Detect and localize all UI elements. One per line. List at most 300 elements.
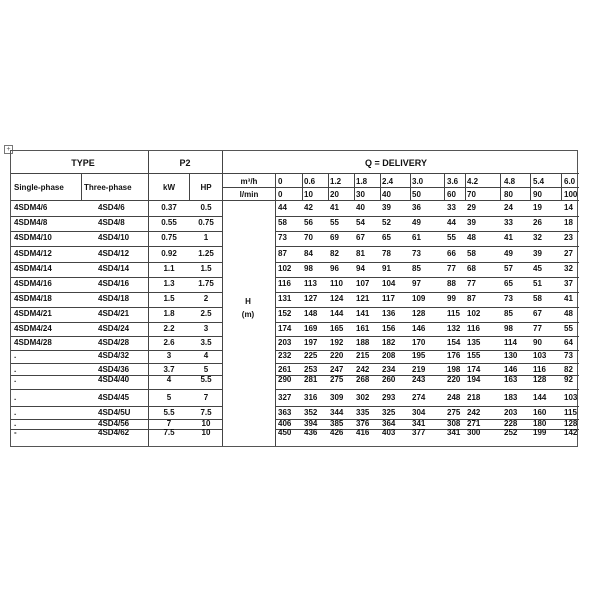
head-value: 102 (467, 309, 481, 318)
three-phase-header: Three-phase (84, 183, 132, 192)
head-value: 116 (467, 324, 480, 333)
kw-value: 0.75 (161, 233, 177, 242)
three-phase-model: 4SD4/5U (98, 408, 131, 417)
flow-m3h-value: 3.6 (447, 177, 459, 186)
head-value: 293 (382, 393, 396, 402)
head-value: 165 (330, 324, 344, 333)
single-phase-model: 4SDM4/12 (14, 249, 52, 258)
head-value: 110 (330, 279, 343, 288)
single-phase-model: . (14, 365, 17, 374)
head-value: 61 (412, 233, 421, 242)
hp-value: 0.75 (198, 218, 214, 227)
flow-column-divider (380, 173, 381, 200)
head-value: 242 (467, 408, 481, 417)
row-divider (275, 322, 579, 323)
row-divider (275, 307, 579, 308)
head-value: 183 (504, 393, 518, 402)
head-value: 113 (304, 279, 317, 288)
head-value: 195 (412, 351, 426, 360)
kw-header: kW (163, 183, 175, 192)
three-phase-model: 4SD4/12 (98, 249, 130, 258)
hp-value: 3.5 (200, 338, 212, 347)
flow-lmin-value: 0 (278, 190, 283, 199)
three-phase-model: 4SD4/6 (98, 203, 125, 212)
kw-hp-separator (189, 173, 190, 200)
head-value: 243 (412, 375, 426, 384)
hp-value: 10 (201, 419, 211, 428)
head-label: H (245, 297, 251, 306)
hp-value: 2 (203, 294, 209, 303)
head-value: 49 (412, 218, 421, 227)
head-value: 160 (533, 408, 547, 417)
phase-separator (81, 173, 82, 200)
header-divider (11, 173, 579, 174)
single-phase-model: . (14, 408, 17, 417)
head-value: 199 (533, 428, 547, 437)
row-divider (11, 336, 222, 337)
three-phase-model: 4SD4/32 (98, 351, 130, 360)
head-value: 385 (330, 419, 344, 428)
head-value: 65 (504, 279, 513, 288)
flow-m3h-value: 3.0 (412, 177, 424, 186)
head-value: 302 (356, 393, 370, 402)
head-value: 341 (447, 428, 461, 437)
head-value: 182 (382, 338, 396, 347)
head-value: 82 (564, 365, 573, 374)
head-value: 81 (356, 249, 365, 258)
kw-value: 5.5 (163, 408, 175, 417)
head-value: 197 (304, 338, 318, 347)
head-value: 416 (356, 428, 370, 437)
head-value: 252 (504, 428, 518, 437)
flow-lmin-value: 70 (467, 190, 476, 199)
kw-value: 1.8 (163, 309, 175, 318)
flow-m3h-value: 1.8 (356, 177, 368, 186)
head-value: 39 (382, 203, 391, 212)
hp-value: 1.75 (198, 279, 214, 288)
three-phase-model: 4SD4/24 (98, 324, 130, 333)
head-value: 136 (382, 309, 396, 318)
kw-value: 1.1 (163, 264, 175, 273)
head-value: 327 (278, 393, 292, 402)
flow-lmin-value: 30 (356, 190, 365, 199)
head-value: 114 (504, 338, 517, 347)
row-divider (275, 363, 579, 364)
head-value: 169 (304, 324, 318, 333)
head-value: 131 (278, 294, 292, 303)
kw-value: 4 (166, 375, 172, 384)
head-value: 99 (447, 294, 456, 303)
delivery-header: Q = DELIVERY (365, 158, 427, 168)
head-value: 73 (564, 351, 573, 360)
hp-value: 1.25 (198, 249, 214, 258)
head-value: 225 (304, 351, 318, 360)
row-divider (11, 262, 222, 263)
head-value: 24 (504, 203, 513, 212)
head-value: 128 (533, 375, 547, 384)
head-value: 335 (356, 408, 370, 417)
head-value: 87 (278, 249, 287, 258)
row-divider (275, 336, 579, 337)
head-value: 268 (356, 375, 370, 384)
head-value: 247 (330, 365, 344, 374)
head-value: 352 (304, 408, 318, 417)
head-value: 341 (412, 419, 426, 428)
head-value: 94 (356, 264, 365, 273)
flow-m3h-value: 5.4 (533, 177, 545, 186)
head-value: 135 (467, 338, 481, 347)
head-value: 39 (533, 249, 542, 258)
kw-value: 5 (166, 393, 172, 402)
head-value: 18 (564, 218, 573, 227)
flow-lmin-value: 100 (564, 190, 578, 199)
head-value: 97 (412, 279, 421, 288)
kw-value: 2.2 (163, 324, 175, 333)
single-phase-model: 4SDM4/6 (14, 203, 48, 212)
head-value: 58 (278, 218, 287, 227)
head-value: 218 (467, 393, 481, 402)
row-divider (11, 363, 222, 364)
three-phase-model: 4SD4/21 (98, 309, 130, 318)
single-phase-model: . (14, 375, 17, 384)
head-value: 70 (304, 233, 313, 242)
head-value: 275 (330, 375, 344, 384)
hp-value: 7.5 (200, 408, 212, 417)
kw-value: 0.37 (161, 203, 177, 212)
head-value: 104 (382, 279, 396, 288)
head-value: 152 (278, 309, 292, 318)
flow-unit-m3h: m³/h (240, 177, 258, 186)
flow-lmin-value: 50 (412, 190, 421, 199)
head-value: 32 (533, 233, 542, 242)
head-value: 154 (447, 338, 461, 347)
flow-lmin-value: 90 (533, 190, 542, 199)
row-divider (275, 231, 579, 232)
head-value: 98 (304, 264, 313, 273)
single-phase-model: . (14, 393, 17, 402)
three-phase-model: 4SD4/36 (98, 365, 130, 374)
flow-m3h-value: 4.8 (504, 177, 516, 186)
hp-value: 3 (203, 324, 209, 333)
head-value: 56 (304, 218, 313, 227)
head-value: 132 (447, 324, 461, 333)
head-value: 14 (564, 203, 573, 212)
hp-value: 5 (203, 365, 209, 374)
head-value: 309 (330, 393, 344, 402)
head-value: 271 (467, 419, 481, 428)
head-value: 55 (330, 218, 339, 227)
single-phase-model: - (14, 428, 17, 437)
head-value: 300 (467, 428, 481, 437)
head-value: 103 (533, 351, 547, 360)
kw-value: 0.92 (161, 249, 177, 258)
hp-value: 4 (203, 351, 209, 360)
flow-column-divider (328, 173, 329, 200)
row-divider (11, 389, 222, 390)
head-value: 78 (382, 249, 391, 258)
row-divider (11, 246, 222, 247)
row-divider (275, 406, 579, 407)
head-value: 29 (467, 203, 476, 212)
head-value: 91 (382, 264, 391, 273)
head-value: 66 (447, 249, 456, 258)
head-value: 77 (467, 279, 476, 288)
head-value: 64 (564, 338, 573, 347)
head-value: 51 (533, 279, 542, 288)
single-phase-model: 4SDM4/21 (14, 309, 52, 318)
three-phase-model: 4SD4/8 (98, 218, 125, 227)
head-value: 144 (533, 393, 547, 402)
flow-lmin-value: 20 (330, 190, 339, 199)
head-value: 85 (412, 264, 421, 273)
head-value: 275 (447, 408, 461, 417)
flow-column-divider (465, 173, 466, 200)
head-value: 176 (447, 351, 461, 360)
head-value: 220 (330, 351, 344, 360)
hp-value: 5.5 (200, 375, 212, 384)
kw-value: 1.5 (163, 294, 175, 303)
type-header: TYPE (71, 158, 95, 168)
head-value: 65 (382, 233, 391, 242)
head-value: 155 (467, 351, 481, 360)
head-value: 316 (304, 393, 318, 402)
head-value: 36 (412, 203, 421, 212)
head-value: 156 (382, 324, 396, 333)
hp-value: 1.5 (200, 264, 212, 273)
type-p2-separator (148, 151, 149, 446)
head-value: 219 (412, 365, 426, 374)
head-value: 33 (504, 218, 513, 227)
p2-header: P2 (179, 158, 191, 168)
flow-lmin-value: 60 (447, 190, 456, 199)
kw-value: 7.5 (163, 428, 175, 437)
three-phase-model: 4SD4/18 (98, 294, 130, 303)
head-value: 52 (382, 218, 391, 227)
head-value: 44 (278, 203, 287, 212)
head-value: 161 (356, 324, 370, 333)
head-value: 304 (412, 408, 426, 417)
head-value: 344 (330, 408, 344, 417)
head-value: 308 (447, 419, 461, 428)
flow-column-divider (530, 173, 531, 200)
head-value: 406 (278, 419, 292, 428)
flow-column-divider (500, 173, 501, 200)
head-value: 48 (467, 233, 476, 242)
kw-value: 0.55 (161, 218, 177, 227)
head-value: 32 (564, 264, 573, 273)
head-value: 198 (447, 365, 461, 374)
head-value: 87 (467, 294, 476, 303)
head-value: 57 (504, 264, 513, 273)
head-value: 67 (356, 233, 365, 242)
head-value: 73 (412, 249, 421, 258)
head-value: 77 (447, 264, 456, 273)
head-value: 88 (447, 279, 456, 288)
head-value: 55 (564, 324, 573, 333)
three-phase-model: 4SD4/10 (98, 233, 130, 242)
head-value: 98 (504, 324, 513, 333)
head-value: 103 (564, 393, 578, 402)
head-value: 127 (304, 294, 318, 303)
row-divider (275, 216, 579, 217)
head-value: 203 (504, 408, 518, 417)
head-value: 174 (278, 324, 292, 333)
head-value: 194 (467, 375, 481, 384)
flow-lmin-value: 40 (382, 190, 391, 199)
hp-value: 7 (203, 393, 209, 402)
flow-column-divider (561, 173, 562, 200)
head-value: 170 (412, 338, 426, 347)
head-value: 69 (330, 233, 339, 242)
head-value: 45 (533, 264, 542, 273)
head-value: 37 (564, 279, 573, 288)
three-phase-model: 4SD4/28 (98, 338, 130, 347)
head-value: 141 (356, 309, 370, 318)
head-value: 39 (467, 218, 476, 227)
three-phase-model: 4SD4/16 (98, 279, 130, 288)
row-divider (11, 277, 222, 278)
head-value: 73 (504, 294, 513, 303)
head-value: 27 (564, 249, 573, 258)
pump-performance-table (10, 150, 578, 447)
head-value: 109 (412, 294, 426, 303)
head-unit: (m) (241, 310, 255, 319)
head-value: 96 (330, 264, 339, 273)
head-value: 290 (278, 375, 292, 384)
head-value: 116 (278, 279, 291, 288)
head-value: 242 (356, 365, 370, 374)
head-value: 128 (412, 309, 426, 318)
head-value: 142 (564, 428, 578, 437)
head-value: 364 (382, 419, 396, 428)
head-value: 174 (467, 365, 481, 374)
row-divider (11, 322, 222, 323)
head-value: 48 (564, 309, 573, 318)
row-divider (275, 389, 579, 390)
flow-unit-lmin: l/min (239, 190, 259, 199)
flow-column-divider (302, 173, 303, 200)
hp-header: HP (200, 183, 212, 192)
flow-m3h-value: 0 (278, 177, 283, 186)
head-value: 58 (533, 294, 542, 303)
single-phase-model: 4SDM4/14 (14, 264, 52, 273)
head-value: 253 (304, 365, 318, 374)
head-value: 58 (467, 249, 476, 258)
single-phase-model: 4SDM4/24 (14, 324, 52, 333)
head-value: 19 (533, 203, 542, 212)
head-value: 203 (278, 338, 292, 347)
row-divider (275, 277, 579, 278)
head-value: 436 (304, 428, 318, 437)
column-header-divider (11, 200, 222, 201)
single-phase-model: 4SDM4/18 (14, 294, 52, 303)
single-phase-model: 4SDM4/10 (14, 233, 52, 242)
hp-value: 1 (203, 233, 209, 242)
single-phase-model: 4SDM4/28 (14, 338, 52, 347)
single-phase-model: . (14, 351, 17, 360)
hp-value: 2.5 (200, 309, 212, 318)
three-phase-model: 4SD4/45 (98, 393, 130, 402)
head-value: 377 (412, 428, 426, 437)
head-value: 228 (504, 419, 518, 428)
three-phase-model: 4SD4/62 (98, 428, 130, 437)
flow-m3h-value: 0.6 (304, 177, 316, 186)
head-value: 274 (412, 393, 426, 402)
head-value: 54 (356, 218, 365, 227)
head-value: 77 (533, 324, 542, 333)
three-phase-model: 4SD4/40 (98, 375, 130, 384)
head-value: 261 (278, 365, 292, 374)
flow-m3h-value: 2.4 (382, 177, 394, 186)
head-value: 85 (504, 309, 513, 318)
head-value: 82 (330, 249, 339, 258)
head-value: 215 (356, 351, 370, 360)
flow-m3h-value: 1.2 (330, 177, 342, 186)
three-phase-model: 4SD4/56 (98, 419, 130, 428)
three-phase-model: 4SD4/14 (98, 264, 130, 273)
table-move-handle-icon[interactable]: + (4, 145, 13, 154)
head-value: 92 (564, 375, 573, 384)
head-value: 115 (564, 408, 577, 417)
head-value: 376 (356, 419, 370, 428)
head-value: 33 (447, 203, 456, 212)
head-value: 41 (504, 233, 513, 242)
head-value: 124 (330, 294, 344, 303)
head-value: 450 (278, 428, 292, 437)
head-value: 208 (382, 351, 396, 360)
kw-value: 2.6 (163, 338, 175, 347)
head-value: 128 (564, 419, 578, 428)
row-divider (11, 292, 222, 293)
flow-column-divider (444, 173, 445, 200)
head-value: 146 (412, 324, 426, 333)
head-value: 90 (533, 338, 542, 347)
head-value: 403 (382, 428, 396, 437)
row-divider (275, 292, 579, 293)
head-value: 232 (278, 351, 292, 360)
head-value: 23 (564, 233, 573, 242)
head-value: 73 (278, 233, 287, 242)
head-value: 116 (533, 365, 546, 374)
head-value: 163 (504, 375, 518, 384)
head-value: 325 (382, 408, 396, 417)
p2-delivery-separator (222, 151, 223, 446)
head-value: 121 (356, 294, 370, 303)
head-value: 130 (504, 351, 518, 360)
head-value: 188 (356, 338, 370, 347)
head-value: 41 (330, 203, 339, 212)
head-value: 55 (447, 233, 456, 242)
head-value: 26 (533, 218, 542, 227)
flow-column-divider (354, 173, 355, 200)
kw-value: 1.3 (163, 279, 175, 288)
head-value: 102 (278, 264, 292, 273)
flow-lmin-value: 80 (504, 190, 513, 199)
hp-value: 0.5 (200, 203, 212, 212)
head-value: 260 (382, 375, 396, 384)
row-divider (11, 406, 222, 407)
single-phase-model: 4SDM4/8 (14, 218, 48, 227)
head-value: 234 (382, 365, 396, 374)
row-divider (11, 231, 222, 232)
hp-value: 10 (201, 428, 211, 437)
head-value: 394 (304, 419, 318, 428)
head-value: 49 (504, 249, 513, 258)
head-value: 220 (447, 375, 461, 384)
kw-value: 3.7 (163, 365, 175, 374)
head-value: 180 (533, 419, 547, 428)
head-value: 281 (304, 375, 318, 384)
